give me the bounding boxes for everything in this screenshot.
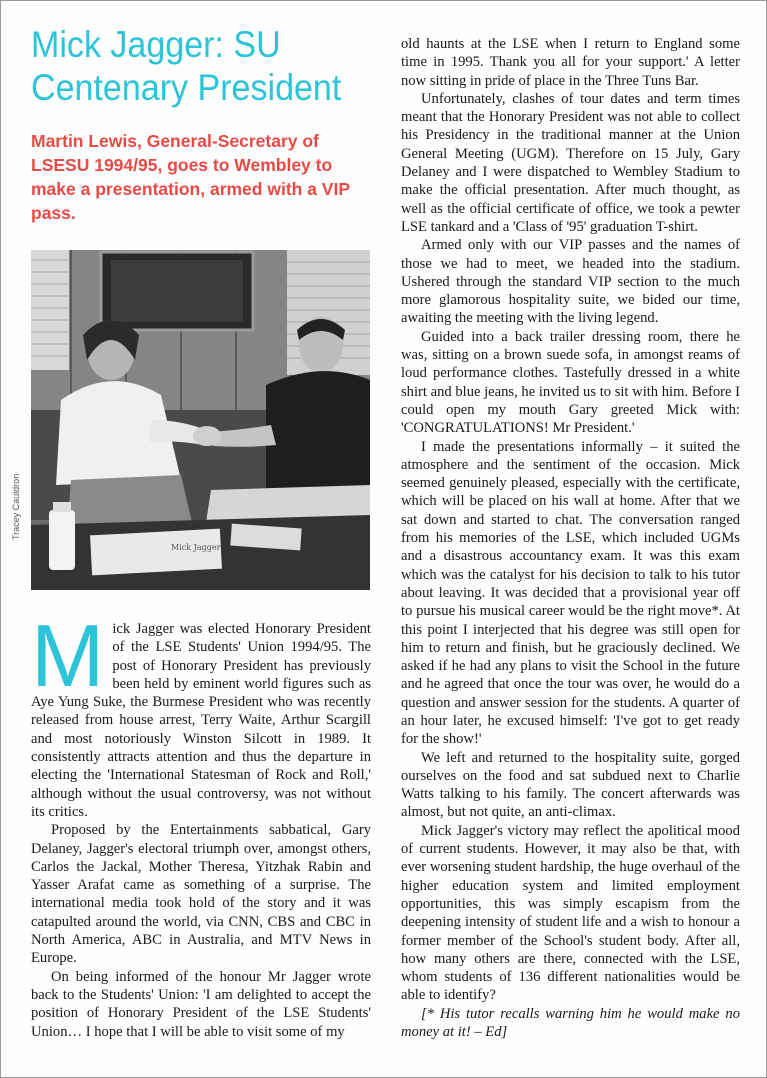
right-column	[401, 35, 740, 1041]
paragraph: Proposed by the Entertainments sabbatical, Gary Delaney, Jagger's electoral triumph over, amongst others, Carlos the Jackal, Mother Theresa, Yitzhak Rabin and Yasser Arafat came as something of a surprise. The international media took hold of the story and it was catapulted around the world, via CNN, CBS and CBC in North America, ABC in Australia, and MTV News in Europe.	[31, 822, 371, 967]
photo-credit: Tracey Cauldron	[11, 473, 21, 540]
left-body	[31, 606, 371, 1041]
photo-illustration	[31, 250, 370, 590]
paragraph: Guided into a back trailer dressing room, there he was, sitting on a brown suede sofa, in amongst reams of loud performance clothes. Tastefully dressed in a white shirt and blue jeans, he invited us to sit with him. Before I could open my mouth Gary greeted Mick with: 'CONGRATULATIONS! Mr President.'	[401, 328, 740, 437]
article-standfirst: Martin Lewis, General-Secretary of LSESU 1994/95, goes to Wembley to make a presentation, armed with a VIP pass.	[31, 131, 350, 223]
editor-footnote: [* His tutor recalls warning him he would make no money at it! – Ed]	[401, 1005, 740, 1041]
paragraph: Unfortunately, clashes of tour dates and term times meant that the Honorary President was not able to collect his Presidency in the traditional manner at the Union General Meeting (UGM). Therefore on 15 July, Gary Delaney and I were dispatched to Wembley Stadium to make the official presentation. After much thought, as well as the official certificate of office, we took a pewter LSE tankard and a 'Class of '95' graduation T-shirt.	[401, 90, 740, 235]
photo-figure	[11, 250, 370, 590]
paragraph: Armed only with our VIP passes and the names of those we had to meet, we headed into the stadium. Ushered through the standard VIP section to the much more glamorous hospitality suite, we bided our time, awaiting the meeting with the living legend.	[401, 237, 740, 327]
paragraph: Mick Jagger was elected Honorary President of the LSE Students' Union 1994/95. The post of Honorary President has previously been held by eminent world figures such as Aye Yung Suke, the Burmese President who was recently released from house arrest, Terry Waite, Arthur Scargill and most notoriously Winston Silcott in 1989. It consistently attracts attention and thus the departure in electing the 'International Statesman of Rock and Roll,' although without the usual controversy, was not without its critics.	[31, 606, 371, 820]
paragraph: Mick Jagger's victory may reflect the apolitical mood of current students. However, it may also be that, with ever worsening student hardship, the huge overhaul of the higher education system and limited employment opportunities, this was simply escapism from the deepening intensity of student life and a wish to honour a former member of the School's student body. After all, how many others are there, connected with the LSE, whom students of 136 different nationalities would be able to identify?	[401, 822, 740, 1004]
left-column	[11, 23, 371, 1041]
paragraph-continuation: old haunts at the LSE when I return to England some time in 1995. Thank you all for your support.' A letter now sitting in pride of place in the Three Tuns Bar.	[401, 36, 740, 89]
drop-cap: M	[31, 606, 105, 705]
paragraph: On being informed of the honour Mr Jagger wrote back to the Students' Union: 'I am delighted to accept the position of Honorary President of the LSE Students' Union… I hope that I will be able to visit some of my	[31, 968, 371, 1040]
paragraph: I made the presentations informally – it suited the atmosphere and the sentiment of the occasion. Mick seemed genuinely pleased, especially with the certificate, which will be placed on his wall at home. After that we sat down and started to chat. The conversation ranged from his memories of the LSE, which included UGMs and a disastrous accountancy exam. It was this exam which was the catalyst for his decision to talk to his tutor about leaving. It was decided that a provisional year off to pursue his musical career would be the right move*. At this point I interjected that his degree was still open for him to return and finish, but he graciously declined. We asked if he had any plans to visit the School in the future and he agreed that once the tour was over, he would do a question and answer session for the students. A quarter of an hour later, he excused himself: 'I've got to get ready for the show!'	[401, 438, 740, 748]
paragraph: We left and returned to the hospitality suite, gorged ourselves on the food and sat subdued next to Charlie Watts talking to his family. The concert afterwards was almost, but not quite, an anti-climax.	[401, 749, 740, 821]
article-photo	[31, 250, 370, 590]
article-title: Mick Jagger: SU Centenary President	[31, 24, 342, 108]
envelope-label: Mick Jagger	[171, 543, 221, 552]
